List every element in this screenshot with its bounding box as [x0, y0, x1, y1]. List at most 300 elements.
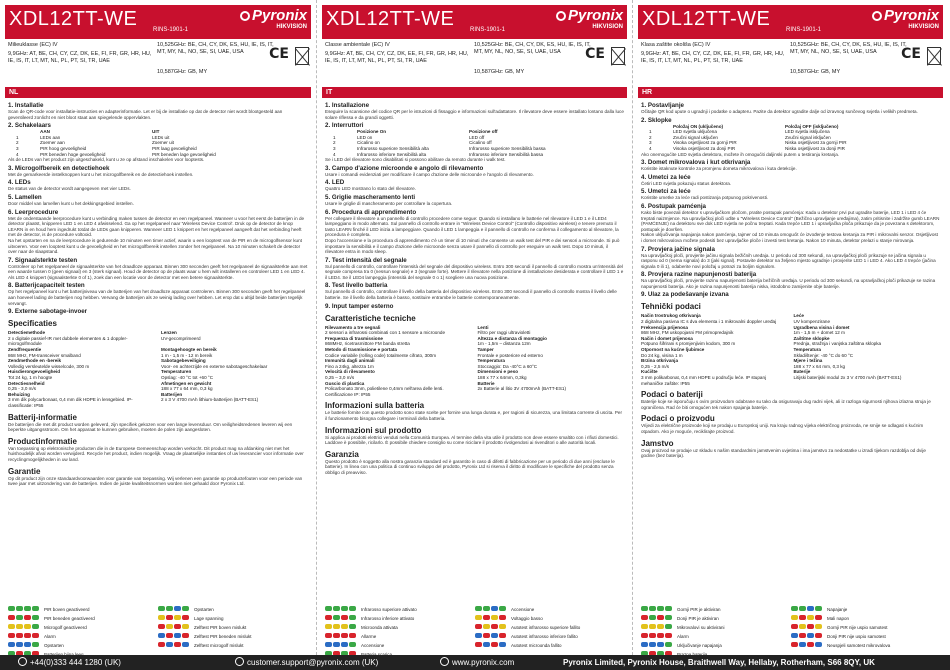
- switch-table-cell: UIT: [152, 129, 160, 135]
- led-legend-label: Mikrovalovi su aktivirani: [677, 625, 725, 630]
- led-legend-label: Donji PIR je aktiviran: [677, 616, 719, 621]
- spec-label: Brzina otkrivanja: [641, 358, 679, 364]
- switch-table-cell: 3: [333, 145, 336, 151]
- spec-value: 3 mm dik polycarbonaat, 0,4 mm dik HDPE in lensgebied. IP-classificatie: IP55: [8, 397, 133, 408]
- logo-text: Pyronix: [883, 7, 939, 24]
- section-title: Informazioni sulla batteria: [325, 401, 425, 411]
- spec-label: Leće: [793, 313, 804, 319]
- spec-label: Montagehoogte en bereik: [161, 347, 217, 353]
- switch-table-cell: Infrarosso inferiore Sensibilità bassa: [469, 151, 544, 157]
- spec-label: Velocità di rilevamento: [325, 369, 375, 375]
- ce-mark-icon: CE: [269, 46, 289, 62]
- led-legend-item: [8, 634, 153, 648]
- switch-table-cell: LEDs aan: [40, 134, 61, 140]
- spec-label: Behuizing: [8, 391, 30, 397]
- spec-label: Immunità dagli animali: [325, 358, 375, 364]
- switch-table-cell: Zvučni signal isključen: [785, 134, 831, 140]
- spec-item: [478, 336, 625, 347]
- language-bar: HR: [638, 87, 943, 98]
- spec-item: [641, 325, 788, 336]
- section-text: De status van de detector wordt aangegeven met vier LEDs.: [8, 186, 131, 192]
- environment-class: Classe ambientale (EC) IV: [325, 42, 390, 48]
- section-text: Koristite istaknute kontrole za promjenu dometa mikrovalova i kuta detekcije.: [641, 166, 797, 172]
- footer-bar: [0, 655, 950, 670]
- led-legend-label: Alarm: [677, 634, 689, 639]
- spec-label: Frekvencija prijenosa: [641, 324, 688, 330]
- section-text: Na upravljačkoj ploči, provjerite razinu napunjenosti baterija bežičnih uređaja. U periodu od 300 sekundi, na upravljačkoj ploči prikazuje se razina napunjenosti baterija. Ako je razina napunjenosti baterija niska, istodobno zamijenite obje baterije.: [641, 278, 936, 289]
- spec-item: [161, 392, 308, 409]
- section-text: Vrijedi za električne proizvode koji se prodaju u Europskoj uniji. Na kraju radnog vijeka električnog proizvoda, ne smije se odlagati s kućnim otpadom. Ako je moguće, reciklirajte proizvod.: [641, 423, 924, 434]
- spec-value: 0,25 - 2,5 m/s: [641, 363, 670, 369]
- led-legend-item: [641, 625, 786, 639]
- switch-table-cell: 3: [649, 140, 652, 146]
- section-heading: 4. LED: [325, 179, 345, 187]
- led-legend-label: Voltaggio basso: [511, 616, 543, 621]
- section-text: Met de onderstaande leerprocedure kunt u verbinding maken tussen de detector en een regelpaneel. Wanneer u voor het eerst de batterijen in de detector plaatst, knipperen LED 1 en LED 4 afwisselend. Ga op het regelpaneel naar 'Wireless Device Control'. Druk op de detector de knop LEARN in en houd hem ingedrukt totdat de LEDs gaan knipperen. Wanneer LED 1 knippert en het regelpaneel aangeeft dat het verbinding heeft met de detector, is de procedure voltooid.: [8, 215, 305, 238]
- frequency-9-9ghz: 9,9GHz: AT, BE, CH, CY, CZ, DK, EE, FI, FR, GR, HR, HU, IE, IS, IT, LT, MT, NL, PL, PT, SI, TR, UAE: [8, 51, 152, 64]
- section-title: Podaci o bateriji: [641, 390, 703, 400]
- spec-value: 188 x 77 x 64 mm, 0,3 kg: [793, 363, 846, 369]
- spec-item: [161, 358, 308, 369]
- footer-email: [235, 655, 378, 670]
- spec-value: Frontale e posteriore ed esterno: [477, 352, 543, 358]
- spec-value: UV-gecomprimeerd: [161, 335, 201, 341]
- logo-brand: [556, 9, 623, 23]
- switch-table-cell: Niska osjetljivost za donji PIR: [785, 145, 845, 151]
- spec-value: Opslag: -40 °C tot +60 °C: [161, 375, 214, 380]
- section-title: Productinformatie: [8, 436, 77, 446]
- spec-item: [478, 369, 625, 380]
- led-icon: [807, 642, 814, 647]
- led-legend-item: [475, 625, 620, 639]
- language-bar: IT: [322, 87, 627, 98]
- led-legend-item: [641, 598, 786, 612]
- spec-item: [325, 381, 472, 398]
- spec-label: Huisdierongevoeligheid: [8, 369, 61, 375]
- pyronix-mark-icon: [556, 11, 566, 21]
- section-text: Na upravljačkoj ploči, provjerite jačinu signala bežičnih uređaja. U periodu od 300 sekundi, na upravljačkoj ploči prikazuje se jačina signala u rasponu od 0 (nema signala) do 3 (jaki signal). Postavite detektor na željeno mjesto ugradnje i provjerite LED 1 i LED 4. Ako LED 4 trepće (jačina signala 0 ili 1), odaberite novi položaj u potrazi za boljim signalom.: [641, 252, 936, 269]
- section-text: Četiri LED svjetla pokazuju status detektora.: [641, 180, 732, 186]
- led-legend-label: Zelftest microgolf mislukt: [194, 643, 244, 648]
- spec-value: Filtro per raggi ultravioletti: [477, 330, 531, 336]
- spec-value: 1m - 1,5 m + domet 12 m: [793, 330, 845, 336]
- switch-table-cell: 1: [16, 134, 19, 140]
- led-legend-item: [325, 625, 470, 639]
- logo-subbrand: HIKVISION: [592, 24, 623, 30]
- spec-item: [161, 369, 308, 380]
- spec-item: [325, 336, 472, 347]
- led-legend-label: PIR beneden geactiveerd: [44, 616, 95, 621]
- led-legend-item: [791, 616, 936, 630]
- switch-table-cell: 1: [333, 134, 336, 140]
- switch-table-cell: LED svjetla isključena: [785, 129, 830, 135]
- section-heading: 6. Procedura di apprendimento: [325, 208, 417, 216]
- section-heading: 8. Batterijcapaciteit testen: [8, 282, 85, 290]
- spec-value: 868 MHz, FM-transceiver smalband: [8, 352, 81, 358]
- logo-brand: [872, 9, 939, 23]
- switch-table-cell: LED on: [357, 134, 373, 140]
- instructions-content: [5, 98, 311, 489]
- section-text: Op dit product zijn onze standaardvoorwaarden voor garantie van toepassing. Wij verlenen een garantie op productefouten voor een periode van twee jaar met uitzondering van de batterijen. Indien de juiste kwaliteitsnormen worden niet gehaald door Pyronix Ltd.: [8, 475, 303, 487]
- section-text: Eseguire la scansione del codice QR per le istruzioni di fissaggio e informazioni sull'adattatore. Il rilevatore deve essere installato lontano dalla luce solare riflessa e da grandi oggetti.: [325, 109, 624, 120]
- instructions-content: [322, 98, 627, 478]
- spec-label: Altezza e distanza di montaggio: [477, 335, 547, 341]
- led-legend-item: [158, 634, 303, 648]
- led-legend-label: Infrarosso inferiore attivato: [361, 616, 415, 621]
- spec-grid: [325, 325, 624, 398]
- led-legend-item: [325, 634, 470, 648]
- section-heading: 5. Lamellen: [8, 193, 42, 201]
- spec-item: [8, 392, 155, 409]
- led-legend-label: Zelftest PIR beneden mislukt: [194, 634, 252, 639]
- section-text: Quattro LED mostrano lo stato del rilevatore.: [325, 186, 416, 192]
- section-text: Usare i comandi evidenziati per modificare il campo d'azione delle microonde e l'angolo di rilevamento.: [325, 171, 534, 177]
- environment-class: Milieuklasse (EC) IV: [8, 42, 58, 48]
- section-text: Si applica ai prodotti elettrici venduti nella Comunità Europea. Al termine della vita utile il prodotto non deve essere smaltito con i rifiuti domestici. Laddove è possibile, ricilarlo. È possibile chiedere consiglio su come riciclare il prodotto rivolgendosi ai rivenditori o alle autorità locali.: [325, 434, 619, 446]
- spec-value: Skladištenje: -40 °C do 60 °C: [793, 352, 854, 358]
- spec-item: [641, 313, 788, 324]
- switch-table-cell: LEDs uit: [152, 134, 170, 140]
- spec-value: 868 MHz, FM uskopojasni FM primopredajnik: [641, 330, 734, 336]
- led-legend-item: [791, 598, 936, 612]
- section-heading: 3. Campo d'azione microonde e angolo di rilevamento: [325, 164, 484, 172]
- email-icon: [235, 657, 244, 666]
- switch-table-cell: Infrarosso superiore Sensibilità alta: [357, 145, 429, 151]
- spec-label: Tamper: [477, 347, 494, 353]
- switch-table-cell: PIR beneden lage gevoeligheid: [152, 151, 216, 157]
- switch-table-cell: 2: [16, 140, 19, 146]
- spec-value: 2 x 3 V 4700 mAh lithium-batterijen (BATT-ES1): [161, 397, 259, 403]
- spec-item: [325, 358, 472, 369]
- led-legend-label: Mali napon: [827, 616, 850, 621]
- section-title: Informazioni sul prodotto: [325, 425, 422, 435]
- panel-header: [638, 5, 943, 39]
- spec-item: [794, 369, 941, 386]
- switch-table-cell: PIR hoog gevoeligheid: [40, 145, 87, 151]
- section-heading: 9. Externe sabotage-invoer: [8, 308, 88, 316]
- spec-value: 1 m - 1,5 m - 12 m bereik: [161, 352, 213, 358]
- led-legend-label: Neuspjeli samotest mikrovalova: [827, 643, 891, 648]
- section-heading: 2. Schakelaars: [8, 122, 52, 130]
- spec-item: [325, 369, 472, 380]
- spec-item: [8, 347, 155, 358]
- section-text: Ako onemogućite LED svjetla detektora, možete ih omogućiti daljinski putem u testiranju kretanja.: [641, 151, 840, 157]
- spec-value: Potpuno šifrirani s promjenjivim kodom, 300 m: [641, 341, 736, 347]
- section-text: Baterije koje se isporučuju s ovim proizvodom odabrane su tako da osiguravaju dug radni vijek, ali iz razloga sigurnosti njihova izlazna struja je ograničena. Rad će biti omogućen tek nakon spajanja baterije.: [641, 399, 931, 410]
- switch-table-cell: Visoka osjetljivost za gornji PIR: [673, 140, 737, 146]
- led-legend-label: Autotest infrarosso inferiore fallito: [511, 634, 578, 639]
- switch-table-cell: LED svjetla uključena: [673, 129, 717, 135]
- led-icon: [799, 642, 806, 647]
- spec-label: Zaštitne sklopke: [793, 335, 830, 341]
- spec-value: 0,25 - 3,0 m/s: [8, 386, 37, 392]
- led-legend-label: Zelftest PIR boven mislukt: [194, 625, 247, 630]
- spec-label: Zendmethode en -bereik: [8, 358, 62, 364]
- spec-label: Batterijen: [161, 391, 183, 397]
- switch-table-cell: Niska osjetljivost za gornji PIR: [785, 140, 847, 146]
- section-heading: 3. Microgolfbereik en detectiehoek: [8, 164, 110, 172]
- spec-value: Codice variabile (rolling code) totalmente cifrato, 300m: [325, 352, 437, 358]
- section-heading: 1. Postavljanje: [641, 102, 684, 109]
- frequency-9-9ghz: 9,9GHz: AT, BE, CH, CY, CZ, DK, EE, FI, FR, GR, HR, HU, IE, IS, IT, LT, MT, NL, PL, PT, SI, TR, UAE: [325, 51, 469, 64]
- switch-table-cell: 4: [333, 151, 336, 157]
- section-text: Van toepassing op elektronische producten die in de Europese Gemeenschap worden verkocht. Dit product mag na afdanking niet met het huishoudelijk afval worden verwijderd. Recycle het product, indien mogelijk. Vraag de plaatselijke instanties of uw leverancier voor informatie over recyclingmogelijkheden in uw land.: [8, 445, 304, 462]
- logo-text: Pyronix: [251, 7, 307, 24]
- spec-item: [478, 381, 625, 398]
- spec-label: Frequenza di trasmissione: [325, 335, 383, 341]
- spec-label: Otpornost na kućne ljubimce: [641, 347, 705, 353]
- section-title: Caratteristiche tecniche: [325, 313, 416, 323]
- led-legend-label: PIR boven geactiveerd: [44, 607, 90, 612]
- spec-value: Volledig versleutelde wisselcode, 300 m: [8, 363, 90, 369]
- section-text: Dopo l'accensione e la procedura di apprendimento c'è un timer di 10 minuti che consente un walk test del PIR e dei sensori a microonde. Si può impostare la sensibilità e il campo d'azione delle microonde senza usare il pannello di controllo per eseguire un walk test. Dopo 10 minuti, il rilevatore entra in modo sleep.: [325, 237, 620, 255]
- rins-code: RINS-1901-1: [153, 27, 189, 33]
- spec-label: Detectiesnelheid: [8, 380, 45, 386]
- led-legend-label: Microonda attivata: [361, 625, 398, 630]
- spec-item: [794, 347, 941, 358]
- led-icon: [483, 642, 490, 647]
- led-legend-item: [791, 634, 936, 648]
- pyronix-mark-icon: [872, 11, 882, 21]
- spec-value: Tot 24 kg, 1 m hoogte: [8, 375, 53, 380]
- section-heading: 4. Umetci za leće: [641, 173, 691, 181]
- led-legend: [325, 598, 624, 650]
- spec-value: Litijski baterijski modul 2x 3 V 4700 mAh (BATT-ES1): [793, 375, 902, 380]
- switch-table-cell: AAN: [40, 129, 50, 135]
- pyronix-logo: [240, 9, 307, 31]
- led-icon: [174, 642, 181, 647]
- section-heading: 7. Test intensità del segnale: [325, 256, 407, 264]
- pyronix-mark-icon: [240, 11, 250, 21]
- spec-label: Temperatura: [477, 358, 505, 364]
- spec-label: Mjere i težina: [793, 358, 823, 364]
- spec-value: 2 sensori a infrarossi combinati con 1 sensore a microonde: [325, 330, 446, 336]
- led-legend-item: [791, 625, 936, 639]
- spec-value: Stoccaggio: Da -40°C a 60°C: [477, 363, 538, 369]
- led-legend-item: [791, 607, 936, 621]
- led-legend-item: [641, 616, 786, 630]
- led-icon: [815, 642, 822, 647]
- switch-table-cell: LED off: [469, 134, 485, 140]
- section-text: Door middel van lamellen kunt u het dekkingsgebied instellen.: [8, 200, 134, 206]
- panel-inner: [638, 5, 943, 461]
- spec-item: [641, 358, 788, 369]
- logo-subbrand: HIKVISION: [908, 24, 939, 30]
- switch-table-cell: 3: [16, 145, 19, 151]
- switch-table: [8, 129, 308, 157]
- led-legend-item: [8, 607, 153, 621]
- spec-label: Lenti: [477, 324, 489, 330]
- logo-brand: [240, 9, 307, 23]
- spec-value: 2 digitalna pasivna IC s dva elementa i 1 mikrovalni doppler uređaj: [641, 319, 777, 325]
- led-legend-label: Opstarten: [44, 643, 64, 648]
- switch-table: [325, 129, 624, 157]
- led-legend-item: [158, 616, 303, 630]
- weee-bin-icon: [927, 47, 941, 65]
- spec-label: Sabotagebeveiliging: [161, 358, 206, 364]
- certification-row: [5, 39, 311, 85]
- led-legend-item: [641, 634, 786, 648]
- leaflet-panel-it: [316, 0, 632, 655]
- section-text: Als de LEDs van het product zijn uitgeschakeld, kunt u ze op afstand inschakelen voor looptests.: [8, 157, 205, 163]
- frequency-10-525ghz: 10,525GHz: BE, CH, CY, DK, ES, HU, IE, IS, IT, MT, MY, NL, NO, SE, SI, UAE, USA: [157, 42, 274, 55]
- switch-table-cell: 4: [649, 145, 652, 151]
- led-legend-item: [641, 643, 786, 649]
- switch-table-cell: 2: [333, 140, 336, 146]
- section-text: Sul pannello di controllo, controllare l'intensità del segnale del dispositivo wireless. Entro 300 secondi il pannello di controllo mostra un'intensità del segnale compresa tra 0 (nessun segnale) e 3 (segnale forte). Mettere il rilevatore nella posizione di installazione desiderata e controllare il LED 1 e il LED4. Se il LED4 lampeggia (intensità del segnale 0 o 1) scegliere una nuova posizione.: [325, 263, 624, 280]
- spec-value: 1m - 1,5m – distanza 12m: [477, 341, 531, 347]
- spec-item: [8, 381, 155, 392]
- panel-header: [5, 5, 311, 39]
- led-legend: [641, 598, 940, 650]
- led-legend-item: [325, 607, 470, 621]
- phone-icon: [18, 657, 27, 666]
- frequency-10-587ghz: 10,587GHz: GB, MY: [157, 69, 208, 75]
- led-pattern-icon: [158, 634, 190, 651]
- led-legend-item: [8, 598, 153, 612]
- spec-item: [794, 358, 941, 369]
- spec-value: 3 mm polikarbonat, 0,4 mm HDPE u području leće. IP stupanj mehaničke zaštite: IP55: [641, 375, 767, 386]
- led-icon: [182, 642, 189, 647]
- led-legend-label: Autotest infrarosso superiore fallito: [511, 625, 581, 630]
- panel-header: [322, 5, 627, 39]
- section-heading: 7. Provjera jačine signala: [641, 245, 715, 253]
- spec-label: Lenzen: [161, 330, 177, 336]
- spec-item: [161, 381, 308, 392]
- switch-table-cell: Položaj OFF (isključeno): [785, 123, 839, 129]
- spec-item: [794, 336, 941, 347]
- led-icon: [791, 642, 798, 647]
- spec-label: Rilevamento a tre segnali: [325, 324, 381, 330]
- section-text: Questo prodotto è soggetto alla nostra garanzia standard ed è garantito in caso di difetti di fabbricazione per un periodo di due anni (escluse le batterie). In linea con una politica di continuo sviluppo del prodotto, Pyronix Ltd si riserva il diritto di modificare le specifiche del prodotto senza obbligo di preavviso.: [325, 458, 615, 475]
- section-title: Garantie: [8, 466, 41, 476]
- led-legend-label: Accensione: [361, 643, 385, 648]
- led-legend-label: Alarm: [44, 634, 56, 639]
- footer-phone-text: +44(0)333 444 1280 (UK): [30, 658, 121, 667]
- led-icon: [166, 642, 173, 647]
- section-text: De batterijen die met dit product worden geleverd, zijn specifiek gekozen voor een lange levensduur. Om veiligheidsredenen leveren wij een beperkte uitgangsstroom. Om het apparaat te kunnen gebruiken, moeten de polen zijn aangesloten.: [8, 421, 293, 433]
- section-title: Batterij-informatie: [8, 412, 77, 422]
- ce-mark-icon: CE: [585, 46, 605, 62]
- led-legend-item: [475, 607, 620, 621]
- section-text: Met de gemarkeerde instelknoppen kunt u het microgolfbereik en de detectiehoek instellen.: [8, 171, 194, 177]
- switch-table-cell: Cicalino on: [357, 140, 380, 146]
- globe-icon: [440, 657, 449, 666]
- spec-item: [8, 330, 155, 347]
- section-title: Garanzia: [325, 449, 359, 459]
- logo-text: Pyronix: [567, 7, 623, 24]
- section-text: Kako biste povezali detektor s upravljačkom pločom, pratite postupak pamćenja: Kada u detektor prvi put ugradite baterije, LED 1 i LED 4 će treptati naizmjence. Na upravljačkoj ploči uđite u "Wireless Device Control" (Bežično upravljanje uređajima), zatim pritisnite i zadržite gumb LEARN (PAMĆENJE) na detektoru sve dok LED svjetla ne počnu treptati. Kada trepće LED 1 i upravljačka ploča prikazuje da je povezana s detektorom, postupak je dovršen.: [641, 209, 940, 232]
- spec-item: [478, 347, 625, 358]
- spec-item: [478, 358, 625, 369]
- section-heading: 6. Leerprocedure: [8, 208, 59, 216]
- switch-table: [641, 124, 940, 152]
- spec-value: Do 24 kg, visina 1 m: [641, 352, 683, 358]
- footer-web: [440, 655, 514, 670]
- spec-label: Guscio di plastica: [325, 380, 365, 386]
- spec-value: 188 x 77 x 64mm, 0,3kg: [477, 375, 527, 380]
- section-heading: 5. Umetci za leće: [641, 188, 691, 196]
- led-legend-item: [325, 616, 470, 630]
- section-title: Podaci o proizvodu: [641, 414, 715, 424]
- led-legend-label: Lage spanning: [194, 616, 224, 621]
- spec-label: Detectiemethode: [8, 330, 46, 336]
- section-heading: 6. Postupak pamćenja: [641, 202, 706, 210]
- section-title: Specificaties: [8, 319, 57, 329]
- section-heading: 2. Sklopke: [641, 116, 672, 124]
- switch-table-cell: 4: [16, 151, 19, 157]
- switch-table-cell: PIR beneden hoge gevoeligheid: [40, 151, 106, 157]
- switch-table-cell: Zoemer uit: [152, 140, 174, 146]
- section-heading: 9. Input tamper esterno: [325, 302, 394, 310]
- led-legend-label: Infrarosso superiore attivato: [361, 607, 417, 612]
- section-heading: 7. Signaalsterkte testen: [8, 256, 78, 264]
- spec-value: Voor- en achterzijde en externe sabotageschakelaar: [161, 363, 268, 369]
- footer-phone: [18, 655, 121, 670]
- frequency-10-525ghz: 10,525GHz: BE, CH, CY, DK, ES, HU, IE, IS, IT, MT, MY, NL, NO, SE, SI, UAE, USA: [474, 42, 591, 55]
- section-text: Nakon uključivanja napajanja nakon pamćenja, tajmer od 10 minuta omogućit će izvođenje testova kretanja za PIR i mikrovalni senzor. Osjetljivost i domet mikrovalova možete podesiti bez upravljačke ploče i izvesti test kretanja. Nakon 10 minuta, detektor prelazi u stanje mirovanja.: [641, 232, 938, 243]
- spec-value: 2 x digitale passief-IR met dubbele elementen & 1 doppler-microgolfmodule: [8, 335, 128, 347]
- section-heading: 5. Griglie mascheramento lenti: [325, 193, 416, 201]
- led-legend-item: [158, 607, 303, 621]
- spec-label: Afmetingen en gewicht: [161, 380, 212, 386]
- section-text: Controleer op het regelpaneel de signaalsterkte van het draadloze apparaat. Binnen 300 seconden geeft het regelpaneel de signaalsterkte aan met een waarde tussen 0 (geen signaal) en 3 (sterk signaal). Houd de detector op de plaats waar u hem wilt installeren en controleer LED 1 en LED 4. Als LED 4 knippert (signaalsterkte 0 of 1), zoek dan een locatie voor de detector met een betere signaalsterkte.: [8, 263, 308, 280]
- spec-item: [325, 325, 472, 336]
- spec-grid: [8, 330, 308, 408]
- led-icon: [158, 642, 165, 647]
- frequency-10-587ghz: 10,587GHz: GB, MY: [790, 69, 841, 75]
- switch-table-cell: Infrarosso inferiore Sensibilità alta: [357, 151, 427, 157]
- spec-item: [161, 347, 308, 358]
- spec-value: 868MHz, ricetrasmittore FM banda stretta: [325, 341, 410, 347]
- led-icon: [499, 642, 506, 647]
- switch-table-cell: Posizione On: [357, 129, 387, 135]
- section-text: Koristite umetke za leće radi postizanja potpunog pokrivenosti.: [641, 195, 769, 201]
- section-text: Sul pannello di controllo, controllare il livello della batteria del dispositivo wireless. Entro 300 secondi il pannello di controllo mostra il livello delle batterie. Se il livello della batteria è basso, sostituire entrambe le batterie contemporaneamente.: [325, 289, 617, 301]
- spec-label: Batterie: [477, 380, 495, 386]
- spec-label: Zendfrequentie: [8, 347, 42, 353]
- footer-email-text: customer.support@pyronix.com (UK): [247, 658, 379, 667]
- spec-item: [794, 313, 941, 324]
- ce-mark-icon: CE: [901, 46, 921, 62]
- led-pattern-icon: [791, 634, 823, 651]
- section-text: Per collegare il rilevatore a un pannello di controllo procedere come segue: Quando si installano le batterie nel rilevatore il LED 1 e il LED4 lampeggiano in modo alternato. Sul pannello di controllo entrare in "Wireless Device Control" (Controllo dispositivo wireless) e tenere premuto il tasto LEARN finché il LED inizia a lampeggiare. Quando il LED 1 lampeggia e il pannello di controllo ne conferma il collegamento al rilevatore, la procedura è completa.: [325, 215, 619, 238]
- section-heading: 2. Interruttori: [325, 122, 364, 130]
- led-legend-item: [325, 598, 470, 612]
- led-legend-label: Gornji PIR nije uspio samotest: [827, 625, 888, 630]
- led-legend-item: [475, 616, 620, 630]
- panel-inner: [5, 5, 311, 489]
- spec-item: [641, 336, 788, 347]
- section-heading: 4. LEDs: [8, 179, 31, 187]
- led-legend-item: [8, 643, 153, 649]
- switch-table-cell: 1: [649, 129, 652, 135]
- section-heading: 3. Domet mikrovalova i kut otkrivanja: [641, 159, 751, 167]
- spec-value: 0,25 – 3,0 m/s: [325, 375, 355, 380]
- model-title: XDL12TT-WE: [9, 8, 138, 30]
- spec-value: Prednja, stražnja i vanjska zaštitna sklopka: [793, 341, 882, 347]
- led-legend-label: Allarme: [361, 634, 377, 639]
- section-text: Op het regelpaneel kunt u het batterijniveau van de batterijen van het draadloze apparaat controleren. Binnen 300 seconden geeft het regelpaneel aan hoeveel lading de batterijen nog hebben. Vervang de batterijen als ze weinig lading over hebben. Let erop dat u altijd beide batterijen tegelijk vervangt.: [8, 289, 306, 306]
- section-title: Jamstvo: [641, 438, 674, 448]
- led-icon: [475, 642, 482, 647]
- spec-label: Kućište: [641, 369, 658, 375]
- led-legend: [8, 598, 308, 650]
- spec-label: Temperatura: [793, 347, 821, 353]
- spec-item: [161, 330, 308, 347]
- led-legend-item: [158, 625, 303, 639]
- spec-label: Dimensioni e peso: [477, 369, 519, 375]
